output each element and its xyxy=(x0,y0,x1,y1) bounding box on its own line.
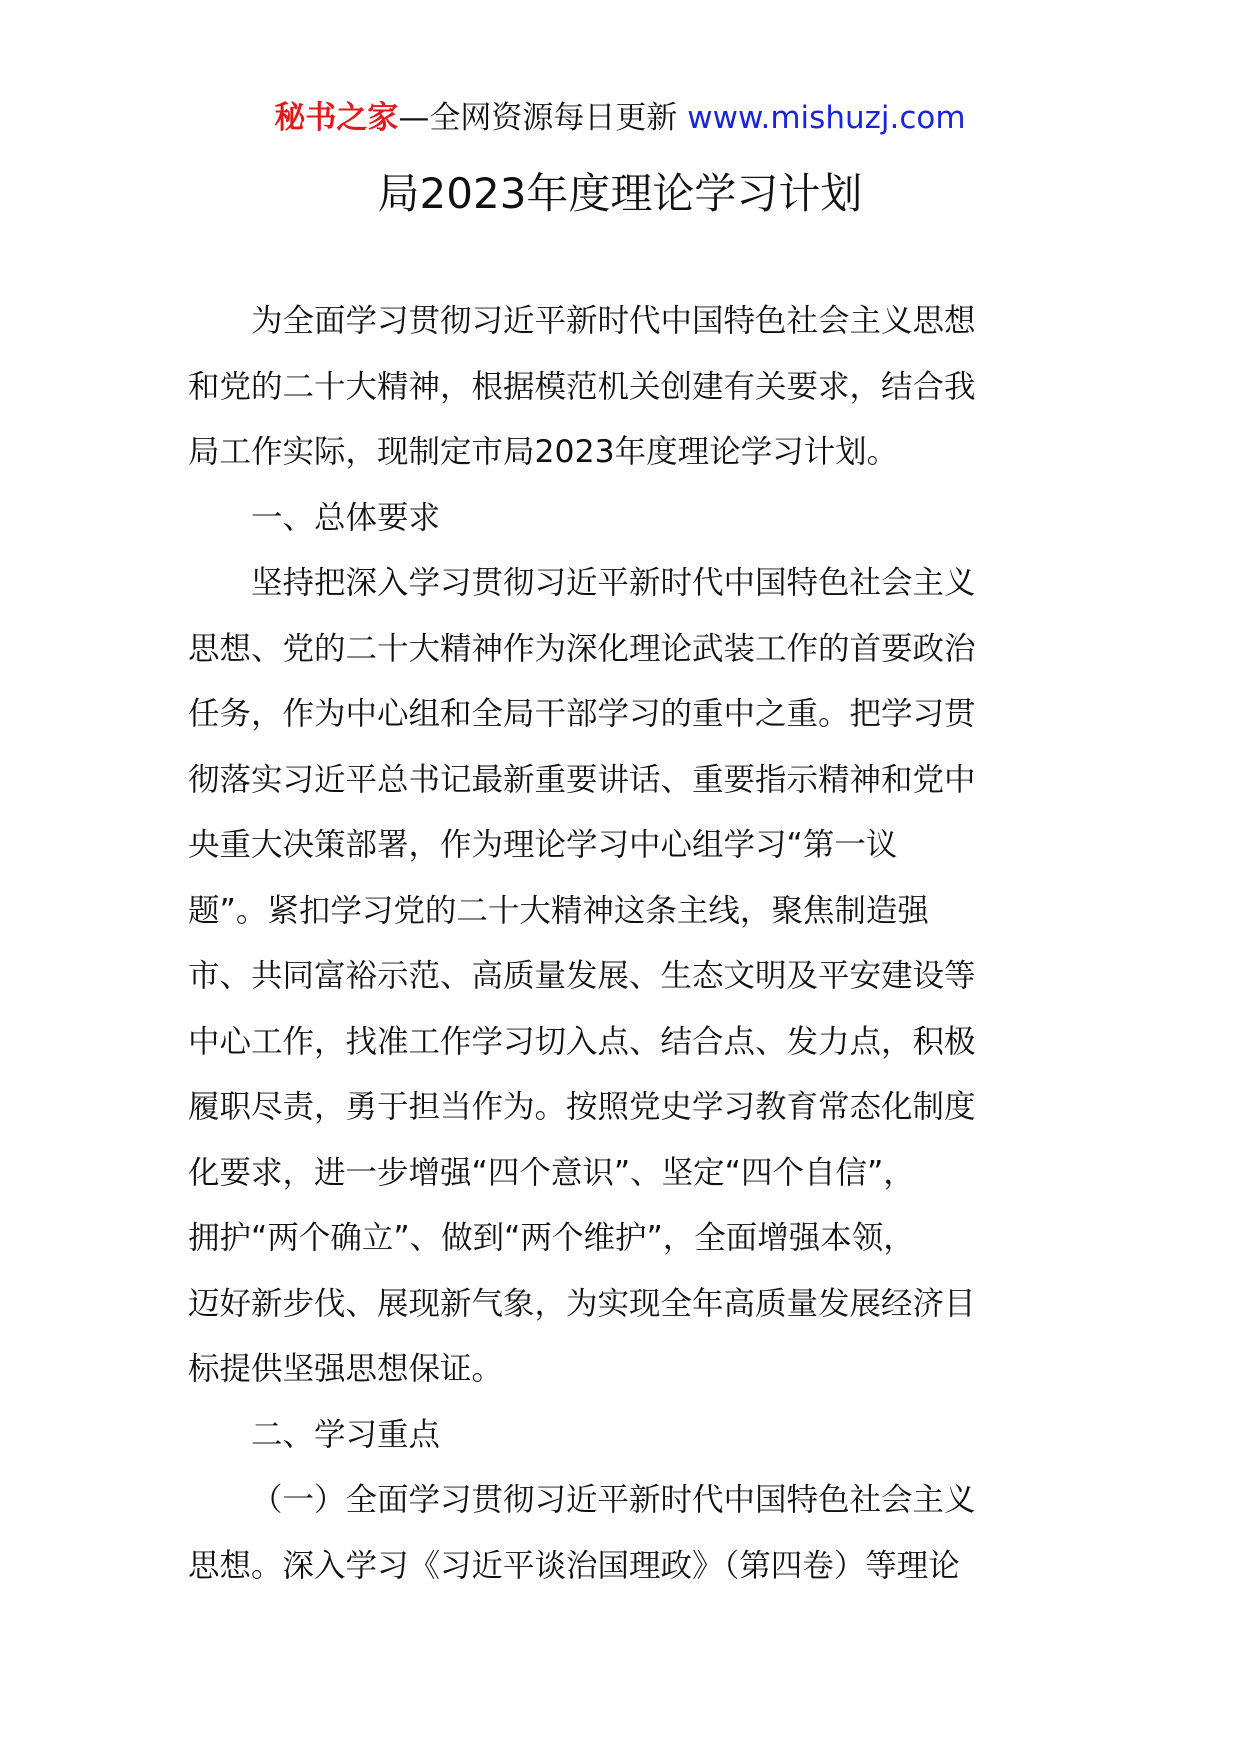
paragraph-line: 思想、党的二十大精神作为深化理论武装工作的首要政治 xyxy=(188,630,976,667)
paragraph-line: 局工作实际，现制定市局2023年度理论学习计划。 xyxy=(188,434,899,470)
paragraph-line: 为全面学习贯彻习近平新时代中国特色社会主义思想 xyxy=(251,303,976,339)
brand-name: 秘书之家 xyxy=(274,100,399,136)
document-title: 局2023年度理论学习计划 xyxy=(377,169,863,218)
header-slogan: —全网资源每日更新 xyxy=(398,100,688,136)
paragraph-line: 央重大决策部署，作为理论学习中心组学习“第一议 xyxy=(188,827,898,863)
paragraph-line: 中心工作，找准工作学习切入点、结合点、发力点，积极 xyxy=(188,1023,976,1060)
paragraph-line: 市、共同富裕示范、高质量发展、生态文明及平安建设等 xyxy=(188,958,976,994)
site-url-link[interactable]: www.mishuzj.com xyxy=(687,100,966,136)
paragraph-line: 题”。紧扣学习党的二十大精神这条主线，聚焦制造强 xyxy=(188,892,929,929)
paragraph-line: 履职尽责，勇于担当作为。按照党史学习教育常态化制度 xyxy=(188,1089,976,1125)
site-header xyxy=(0,98,1240,138)
paragraph-line: 标提供坚强思想保证。 xyxy=(188,1351,504,1387)
paragraph-line: 和党的二十大精神，根据模范机关创建有关要求，结合我 xyxy=(188,368,976,405)
paragraph-line: 拥护“两个确立”、做到“两个维护”，全面增强本领， xyxy=(188,1220,915,1256)
paragraph-line: （一）全面学习贯彻习近平新时代中国特色社会主义 xyxy=(251,1482,976,1518)
paragraph-line: 坚持把深入学习贯彻习近平新时代中国特色社会主义 xyxy=(251,565,976,601)
document-body xyxy=(188,289,1058,1599)
paragraph-line: 迈好新步伐、展现新气象，为实现全年高质量发展经济目 xyxy=(188,1285,976,1322)
section-heading-study-focus: 二、学习重点 xyxy=(251,1416,441,1453)
section-heading-general-requirements: 一、总体要求 xyxy=(251,499,441,536)
paragraph-line: 思想。深入学习《习近平谈治国理政》（第四卷）等理论 xyxy=(188,1547,960,1584)
paragraph-line: 彻落实习近平总书记最新重要讲话、重要指示精神和党中 xyxy=(188,761,976,798)
paragraph-line: 化要求，进一步增强“四个意识”、坚定“四个自信”， xyxy=(188,1154,915,1191)
paragraph-line: 任务，作为中心组和全局干部学习的重中之重。把学习贯 xyxy=(188,696,976,732)
